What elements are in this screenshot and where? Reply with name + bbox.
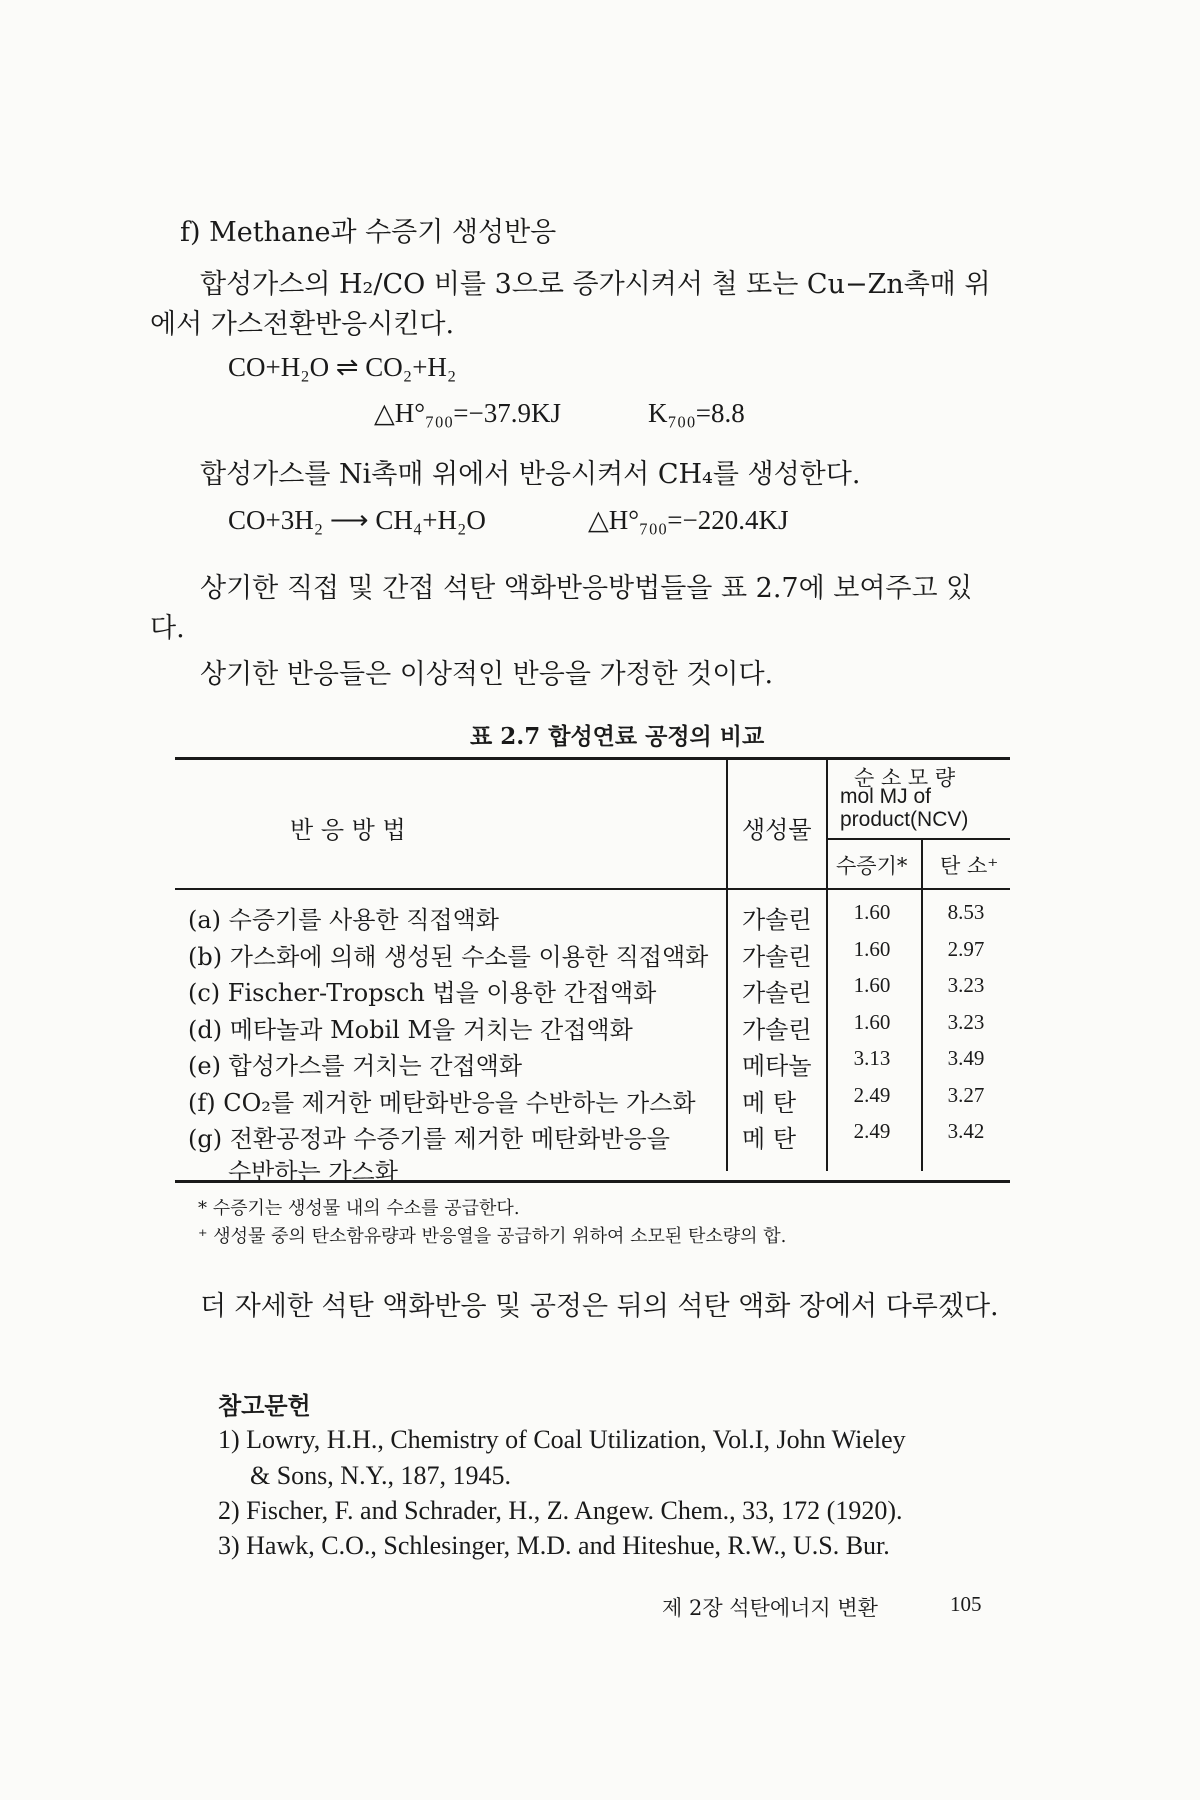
table-header-consumption: mol MJ of [840,785,932,808]
table-cell-steam: 2.49 [853,1119,891,1143]
table-header-rule [175,888,1010,890]
section-heading: f) Methane과 수증기 생성반응 [180,217,557,248]
table-cell-carbon: 3.42 [947,1119,985,1143]
table-footnote: ⁺ 생성물 중의 탄소함유량과 반응열을 공급하기 위하여 소모된 탄소량의 합. [198,1226,787,1247]
table-cell-product: 가솔린 [742,979,812,1007]
table-cell-product: 메 탄 [742,1088,796,1117]
table-cell-product: 가솔린 [742,942,812,971]
table-cell-method: (f) CO₂를 제거한 메탄화반응을 수반하는 가스화 [188,1088,696,1117]
closing-paragraph: 더 자세한 석탄 액화반응 및 공정은 뒤의 석탄 액화 장에서 다루겠다. [200,1291,999,1322]
equation-2: CO+3H₂ ⟶ CH₄+H₂O [228,505,486,535]
reference-item: 1) Lowry, H.H., Chemistry of Coal Utilization, Vol.I, John Wieley [218,1425,906,1454]
table-cell-product: 가솔린 [742,906,812,934]
footer-page-number: 105 [950,1592,982,1616]
table-vline [826,759,828,1171]
table-caption: 표 2.7 합성연료 공정의 비교 [470,723,765,750]
reference-item: 3) Hawk, C.O., Schlesinger, M.D. and Hiteshue, R.W., U.S. Bur. [218,1531,890,1560]
references-title: 참고문헌 [218,1391,311,1420]
table-vline [921,840,923,1171]
table-subheader-rule [826,838,1010,840]
table-cell-carbon: 8.53 [947,900,985,924]
table-header-product: 생성물 [742,816,812,844]
table-cell-carbon: 3.49 [947,1046,985,1070]
table-cell-method: (b) 가스화에 의해 생성된 수소를 이용한 직접액화 [188,942,709,971]
table-cell-method: (g) 전환공정과 수증기를 제거한 메탄화반응을 [188,1125,670,1153]
table-cell-method: (d) 메타놀과 Mobil M을 거치는 간접액화 [188,1015,633,1044]
table-cell-carbon: 3.27 [947,1082,985,1107]
table-cell-product: 메 탄 [742,1125,796,1153]
table-header-consumption: 순 소 모 량 [854,766,956,790]
reference-item: & Sons, N.Y., 187, 1945. [250,1461,512,1490]
table-header-steam: 수증기* [836,854,908,878]
table-cell-steam: 2.49 [853,1082,891,1107]
table-header-carbon: 탄 소⁺ [940,854,999,878]
table-footnote: * 수증기는 생성물 내의 수소를 공급한다. [198,1198,520,1219]
paragraph-line: 상기한 직접 및 간접 석탄 액화반응방법들을 표 2.7에 보여주고 있 [200,573,973,604]
table-cell-method: (a) 수증기를 사용한 직접액화 [188,906,499,934]
paragraph-line: 합성가스의 H₂/CO 비를 3으로 증가시켜서 철 또는 Cu−Zn촉매 위 [200,269,991,300]
paragraph-line: 상기한 반응들은 이상적인 반응을 가정한 것이다. [200,659,774,690]
table-row-continuation: 수반하는 가스화 [228,1158,398,1186]
equation-1-k-value: K₇₀₀=8.8 [648,398,745,428]
equation-2-enthalpy: △H°₇₀₀=−220.4KJ [588,505,789,535]
reference-item: 2) Fischer, F. and Schrader, H., Z. Angew. Chem., 33, 172 (1920). [218,1496,903,1525]
equation-1-enthalpy: △H°₇₀₀=−37.9KJ [374,398,562,428]
table-cell-method: (c) Fischer-Tropsch 법을 이용한 간접액화 [188,979,657,1007]
table-header-consumption: product(NCV) [840,808,969,831]
table-header-method: 반 응 방 법 [290,816,406,844]
table-cell-steam: 1.60 [853,973,891,997]
table-cell-method: (e) 합성가스를 거치는 간접액화 [188,1052,523,1080]
table-cell-carbon: 3.23 [947,973,985,997]
table-cell-steam: 1.60 [853,936,891,961]
table-cell-steam: 3.13 [853,1046,891,1070]
table-cell-carbon: 2.97 [947,936,985,961]
table-cell-steam: 1.60 [853,1009,891,1034]
table-cell-steam: 1.60 [853,900,891,924]
footer-chapter: 제 2장 석탄에너지 변환 [662,1596,878,1620]
table-cell-product: 메타놀 [742,1052,812,1080]
table-vline [726,759,728,1171]
paragraph-line: 다. [150,613,185,644]
paragraph-line: 에서 가스전환반응시킨다. [150,309,455,340]
table-cell-product: 가솔린 [742,1015,812,1044]
equation-1: CO+H₂O ⇌ CO₂+H₂ [228,352,457,382]
paragraph-line: 합성가스를 Ni촉매 위에서 반응시켜서 CH₄를 생성한다. [200,459,861,490]
table-cell-carbon: 3.23 [947,1009,985,1034]
table-top-rule [175,757,1010,760]
